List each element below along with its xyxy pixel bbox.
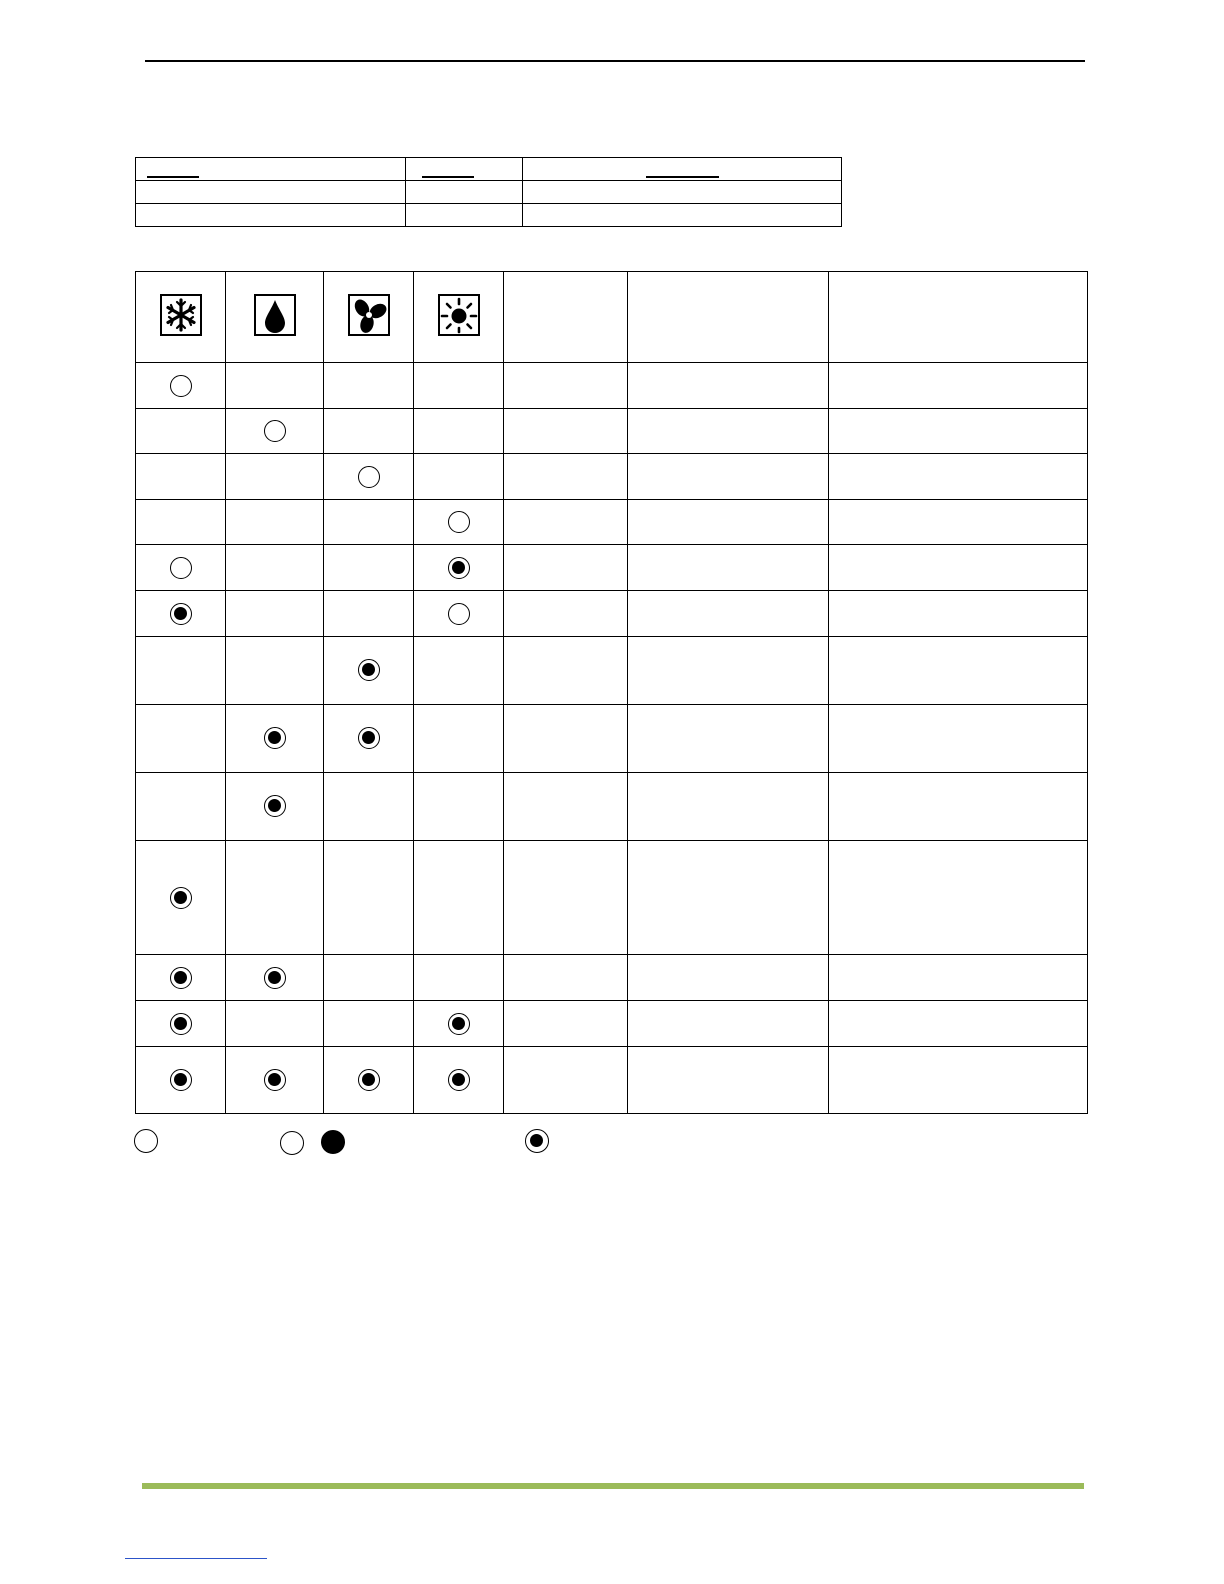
cool-led-cell [136,637,226,705]
description-cell [628,773,829,841]
dry-led-cell [226,409,324,454]
heat-led-cell [414,955,504,1001]
dry-led-cell [226,500,324,545]
heat-led-cell [414,1047,504,1114]
led-state-row [136,955,1088,1001]
led-blink-indicator [448,1069,470,1091]
heat-led-cell [414,454,504,500]
header-cell [136,158,406,181]
led-state-row [136,773,1088,841]
heat-led-cell [414,1001,504,1047]
fan-led-cell [324,955,414,1001]
fan-led-cell [324,841,414,955]
description-cell [504,955,628,1001]
info-cell [406,181,523,204]
led-state-row [136,1001,1088,1047]
description-cell [504,773,628,841]
description-cell [628,1047,829,1114]
led-state-row [136,637,1088,705]
description-cell [504,1001,628,1047]
description-cell [504,705,628,773]
led-off-indicator [264,420,286,442]
fan-led-cell [324,409,414,454]
led-off-indicator [170,375,192,397]
fan-led-cell [324,1001,414,1047]
dry-led-cell [226,454,324,500]
dry-led-cell [226,1047,324,1114]
description-cell [628,705,829,773]
dry-led-cell [226,955,324,1001]
header-underline [147,176,199,178]
cool-led-cell [136,363,226,409]
dry-led-cell [226,773,324,841]
header-cell [628,272,829,363]
heat-led-cell [414,363,504,409]
legend-led-off [280,1131,304,1155]
led-blink-indicator [358,727,380,749]
led-blink-indicator [264,967,286,989]
fan-icon [348,294,390,336]
description-cell [628,500,829,545]
dry-led-cell [226,591,324,637]
heat-led-cell [414,500,504,545]
cool-led-cell [136,1001,226,1047]
led-blink-indicator [358,659,380,681]
led-blink-indicator [264,1069,286,1091]
info-cell [406,204,523,227]
description-cell [628,1001,829,1047]
heat-led-cell [414,773,504,841]
header-info-row [136,158,842,181]
description-cell [829,841,1088,955]
fan-led-cell [324,545,414,591]
cool-led-cell [136,705,226,773]
cool-led-cell [136,545,226,591]
header-underline [422,176,474,178]
description-cell [504,500,628,545]
dry-led-cell [226,545,324,591]
description-cell [829,1047,1088,1114]
description-cell [829,409,1088,454]
fan-led-cell [324,705,414,773]
led-off-indicator [358,466,380,488]
fan-led-cell [324,363,414,409]
header-cell [504,272,628,363]
sun-icon [438,294,480,336]
led-blink-indicator [170,603,192,625]
led-state-row [136,500,1088,545]
description-cell [628,409,829,454]
description-cell [829,454,1088,500]
info-cell [136,204,406,227]
description-cell [829,591,1088,637]
description-cell [829,773,1088,841]
header-cell [406,158,523,181]
led-state-row [136,454,1088,500]
dry-led-cell [226,841,324,955]
description-cell [829,955,1088,1001]
fan-led-cell [324,591,414,637]
led-blink-indicator [170,887,192,909]
dry-led-cell [226,637,324,705]
heat-mode-header [414,272,504,363]
dry-led-cell [226,1001,324,1047]
legend-led-on [321,1130,345,1154]
description-cell [829,500,1088,545]
header-underline [646,176,719,178]
fan-led-cell [324,454,414,500]
snowflake-icon [160,294,202,336]
cool-led-cell [136,591,226,637]
led-blink-indicator [448,1013,470,1035]
description-cell [504,591,628,637]
footer-link-underline [125,1558,267,1559]
description-cell [829,1001,1088,1047]
description-cell [504,841,628,955]
led-blink-indicator [264,795,286,817]
dry-led-cell [226,705,324,773]
fan-led-cell [324,500,414,545]
description-cell [829,545,1088,591]
led-blink-indicator [170,1013,192,1035]
led-status-table [135,271,1088,1114]
description-cell [628,363,829,409]
led-state-row [136,705,1088,773]
header-cell [829,272,1088,363]
led-off-indicator [448,603,470,625]
cool-led-cell [136,955,226,1001]
cool-led-cell [136,454,226,500]
description-cell [628,841,829,955]
led-state-row [136,363,1088,409]
legend-led-blink [525,1129,549,1153]
heat-led-cell [414,409,504,454]
description-cell [504,363,628,409]
description-cell [628,545,829,591]
cool-led-cell [136,500,226,545]
led-blink-indicator [170,1069,192,1091]
description-cell [504,454,628,500]
header-info-row [136,181,842,204]
info-cell [136,181,406,204]
led-state-row [136,545,1088,591]
heat-led-cell [414,841,504,955]
info-cell [523,204,842,227]
cool-led-cell [136,1047,226,1114]
heat-led-cell [414,591,504,637]
heat-led-cell [414,705,504,773]
heat-led-cell [414,637,504,705]
fan-led-cell [324,773,414,841]
header-info-row [136,204,842,227]
icon-header-row [136,272,1088,363]
header-info-table [135,157,842,227]
description-cell [504,545,628,591]
info-cell [523,181,842,204]
fan-led-cell [324,1047,414,1114]
description-cell [504,637,628,705]
description-cell [829,705,1088,773]
footer-rule [142,1483,1084,1489]
led-state-row [136,1047,1088,1114]
led-state-row [136,409,1088,454]
led-blink-indicator [358,1069,380,1091]
description-cell [504,409,628,454]
description-cell [628,454,829,500]
cool-mode-header [136,272,226,363]
led-state-row [136,841,1088,955]
led-off-indicator [170,557,192,579]
led-blink-indicator [170,967,192,989]
cool-led-cell [136,841,226,955]
header-cell [523,158,842,181]
legend-led-off [134,1129,158,1153]
description-cell [504,1047,628,1114]
fan-led-cell [324,637,414,705]
description-cell [829,363,1088,409]
led-blink-indicator [264,727,286,749]
led-off-indicator [448,511,470,533]
led-blink-indicator [448,557,470,579]
header-rule [145,60,1085,62]
fan-mode-header [324,272,414,363]
description-cell [628,591,829,637]
heat-led-cell [414,545,504,591]
dry-mode-header [226,272,324,363]
dry-led-cell [226,363,324,409]
description-cell [829,637,1088,705]
cool-led-cell [136,409,226,454]
led-state-row [136,591,1088,637]
cool-led-cell [136,773,226,841]
description-cell [628,637,829,705]
water-drop-icon [254,294,296,336]
description-cell [628,955,829,1001]
